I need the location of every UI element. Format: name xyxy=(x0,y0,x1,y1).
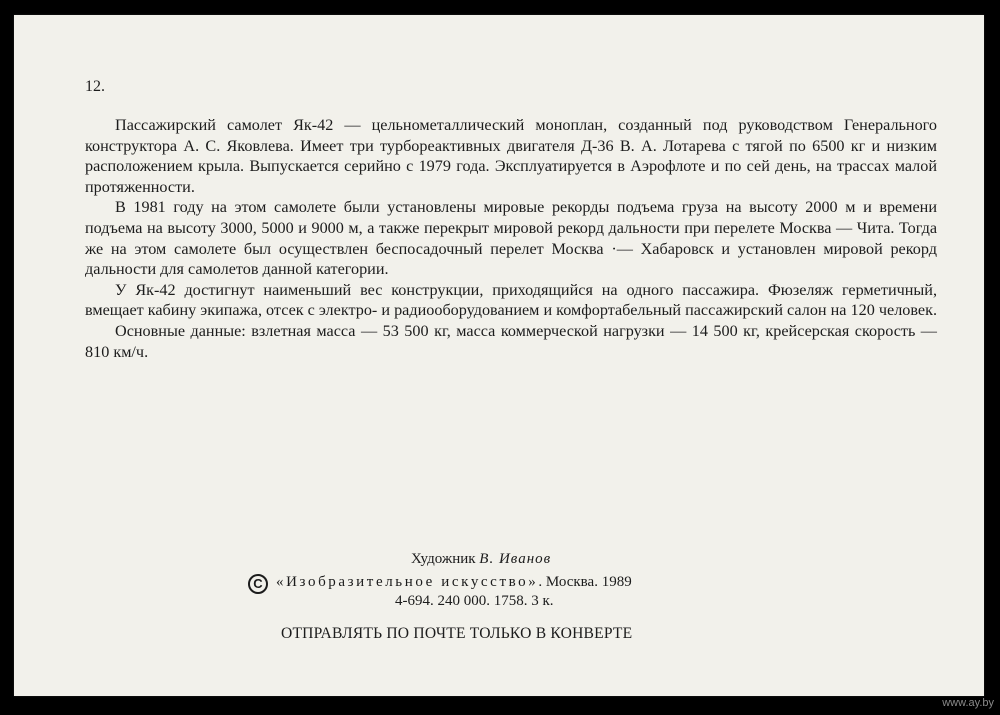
paragraph-intro: Пассажирский самолет Як-42 — цельнометаллический моноплан, созданный под руководством Генерального конструктора А. С. Яковлева. Имеет три турбореактивных двигателя Д-36 В. А. Лотарева с тягой по 6500 кг и низким расположением крыла. Выпускается серийно с 1979 года. Эксплуатируется в Аэрофлоте и по сей день, на трассах малой протяженности. xyxy=(85,116,937,196)
publisher-name: «Изобразительное искусство» xyxy=(276,574,539,590)
description-text xyxy=(85,115,937,362)
publisher-line xyxy=(276,574,632,591)
paragraph-records: В 1981 году на этом самолете были установлены мировые рекорды подъема груза на высоту 2000 м и времени подъема на высоту 3000, 5000 и 9000 м, а также перекрыт мировой рекорд дальности при перелете Москва — Чита. Тогда же на этом самолете был осуществлен беспосадочный перелет Москва ·— Хабаровск и установлен мировой рекорд дальности для самолетов данной категории. xyxy=(85,198,937,279)
printing-info: 4-694. 240 000. 1758. 3 к. xyxy=(395,593,554,609)
artist-label: Художник xyxy=(411,551,476,567)
copyright-icon: C xyxy=(248,574,268,594)
paragraph-construction: У Як-42 достигнут наименьший вес конструкции, приходящийся на одного пассажира. Фюзеляж герметичный, вмещает кабину экипажа, отсек с электро- и радиооборудованием и комфортабельный пассажирский салон на 120 человек. xyxy=(85,280,938,320)
publisher-place-year: . Москва. 1989 xyxy=(538,574,632,590)
card-number: 12. xyxy=(85,78,105,95)
paragraph-specs: Основные данные: взлетная масса — 53 500 кг, масса коммерческой нагрузки — 14 500 кг, крейсерская скорость — 810 км/ч. xyxy=(85,321,937,361)
artist-name: В. Иванов xyxy=(479,551,552,567)
postal-notice: ОТПРАВЛЯТЬ ПО ПОЧТЕ ТОЛЬКО В КОНВЕРТЕ xyxy=(281,625,633,642)
watermark: www.ay.by xyxy=(942,697,994,709)
artist-credit xyxy=(411,551,551,568)
